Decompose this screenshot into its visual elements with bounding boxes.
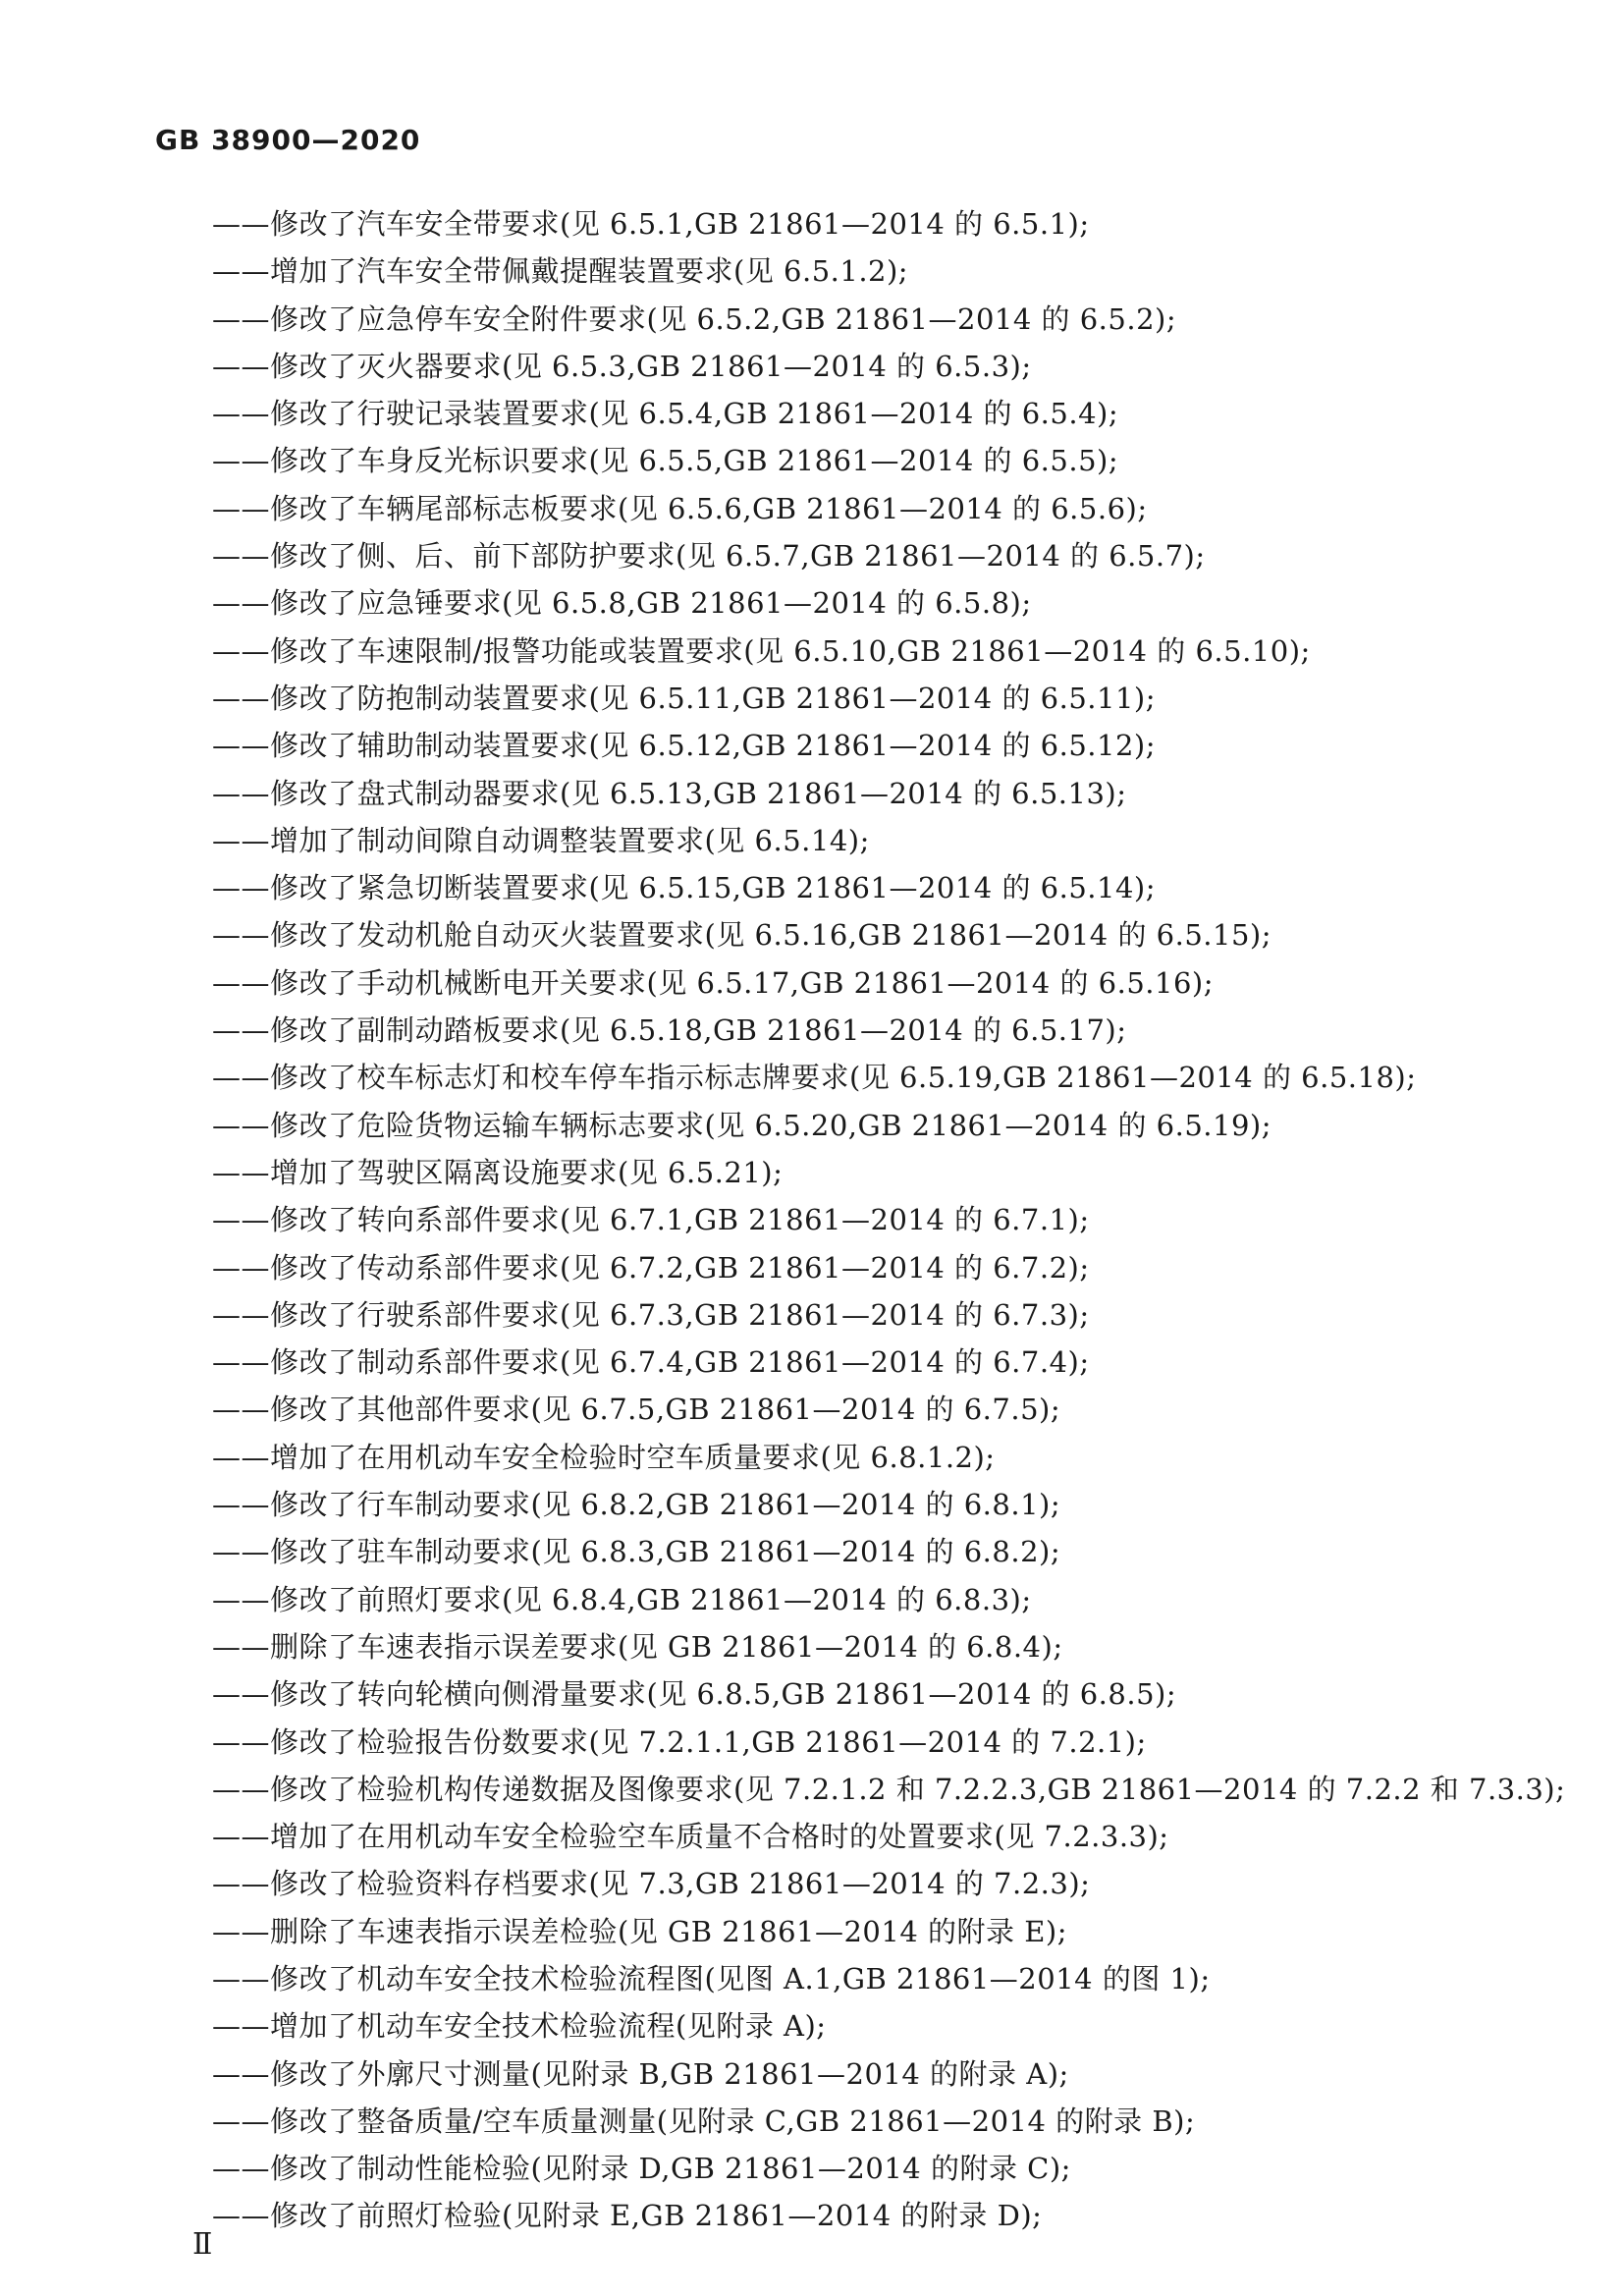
list-item: ——修改了辅助制动装置要求(见 6.5.12,GB 21861—2014 的 6.5.12);: [212, 729, 1157, 763]
list-item: ——修改了驻车制动要求(见 6.8.3,GB 21861—2014 的 6.8.2);: [212, 1535, 1061, 1569]
change-list: [212, 200, 1567, 2240]
list-item: ——修改了机动车安全技术检验流程图(见图 A.1,GB 21861—2014 的图 1);: [212, 1961, 1211, 1995]
list-item: ——删除了车速表指示误差检验(见 GB 21861—2014 的附录 E);: [212, 1914, 1067, 1948]
list-item: ——修改了副制动踏板要求(见 6.5.18,GB 21861—2014 的 6.5.17);: [212, 1013, 1127, 1048]
list-item: ——修改了检验机构传递数据及图像要求(见 7.2.1.2 和 7.2.2.3,GB 21861—2014 的 7.2.2 和 7.3.3);: [212, 1772, 1566, 1806]
list-item: ——修改了行驶系部件要求(见 6.7.3,GB 21861—2014 的 6.7.3);: [212, 1297, 1090, 1332]
list-item: ——修改了危险货物运输车辆标志要求(见 6.5.20,GB 21861—2014 的 6.5.19);: [212, 1108, 1272, 1142]
list-item: ——修改了防抱制动装置要求(见 6.5.11,GB 21861—2014 的 6.5.11);: [212, 681, 1157, 715]
page-number: Ⅱ: [192, 2227, 213, 2262]
list-item: ——修改了转向轮横向侧滑量要求(见 6.8.5,GB 21861—2014 的 6.8.5);: [212, 1677, 1177, 1712]
list-item: ——修改了整备质量/空车质量测量(见附录 C,GB 21861—2014 的附录 B);: [212, 2104, 1196, 2138]
list-item: ——删除了车速表指示误差要求(见 GB 21861—2014 的 6.8.4);: [212, 1629, 1063, 1664]
list-item: ——修改了手动机械断电开关要求(见 6.5.17,GB 21861—2014 的 6.5.16);: [212, 965, 1215, 1000]
list-item: ——修改了灭火器要求(见 6.5.3,GB 21861—2014 的 6.5.3);: [212, 349, 1032, 383]
list-item: ——修改了传动系部件要求(见 6.7.2,GB 21861—2014 的 6.7.2);: [212, 1250, 1090, 1285]
list-item: ——修改了车辆尾部标志板要求(见 6.5.6,GB 21861—2014 的 6.5.6);: [212, 491, 1148, 525]
list-item: ——修改了发动机舱自动灭火装置要求(见 6.5.16,GB 21861—2014 的 6.5.15);: [212, 918, 1272, 953]
list-item: ——修改了前照灯要求(见 6.8.4,GB 21861—2014 的 6.8.3);: [212, 1582, 1032, 1616]
list-item: ——修改了紧急切断装置要求(见 6.5.15,GB 21861—2014 的 6.5.14);: [212, 871, 1157, 905]
list-item: ——修改了前照灯检验(见附录 E,GB 21861—2014 的附录 D);: [212, 2199, 1043, 2233]
list-item: ——修改了制动性能检验(见附录 D,GB 21861—2014 的附录 C);: [212, 2152, 1071, 2186]
list-item: ——修改了盘式制动器要求(见 6.5.13,GB 21861—2014 的 6.5.13);: [212, 776, 1127, 810]
list-item: ——修改了其他部件要求(见 6.7.5,GB 21861—2014 的 6.7.5);: [212, 1393, 1061, 1427]
list-item: ——增加了在用机动车安全检验空车质量不合格时的处置要求(见 7.2.3.3);: [212, 1820, 1169, 1854]
list-item: ——修改了外廓尺寸测量(见附录 B,GB 21861—2014 的附录 A);: [212, 2056, 1069, 2091]
list-item: ——修改了汽车安全带要求(见 6.5.1,GB 21861—2014 的 6.5.1);: [212, 207, 1090, 241]
list-item: ——修改了车身反光标识要求(见 6.5.5,GB 21861—2014 的 6.5.5);: [212, 444, 1119, 478]
list-item: ——修改了应急锤要求(见 6.5.8,GB 21861—2014 的 6.5.8);: [212, 586, 1032, 621]
list-item: ——增加了机动车安全技术检验流程(见附录 A);: [212, 2009, 827, 2044]
list-item: ——修改了检验资料存档要求(见 7.3,GB 21861—2014 的 7.2.3);: [212, 1867, 1091, 1901]
list-item: ——修改了行驶记录装置要求(见 6.5.4,GB 21861—2014 的 6.5.4);: [212, 397, 1119, 431]
list-item: ——修改了制动系部件要求(见 6.7.4,GB 21861—2014 的 6.7.4);: [212, 1345, 1090, 1380]
list-item: ——增加了在用机动车安全检验时空车质量要求(见 6.8.1.2);: [212, 1440, 996, 1474]
list-item: ——修改了应急停车安全附件要求(见 6.5.2,GB 21861—2014 的 6.5.2);: [212, 301, 1177, 336]
list-item: ——增加了制动间隙自动调整装置要求(见 6.5.14);: [212, 823, 870, 857]
list-item: ——修改了校车标志灯和校车停车指示标志牌要求(见 6.5.19,GB 21861—2014 的 6.5.18);: [212, 1061, 1417, 1095]
list-item: ——修改了侧、后、前下部防护要求(见 6.5.7,GB 21861—2014 的 6.5.7);: [212, 539, 1206, 574]
standard-code-header: GB 38900—2020: [155, 124, 421, 156]
list-item: ——增加了驾驶区隔离设施要求(见 6.5.21);: [212, 1155, 784, 1189]
list-item: ——修改了行车制动要求(见 6.8.2,GB 21861—2014 的 6.8.1);: [212, 1488, 1061, 1522]
list-item: ——修改了检验报告份数要求(见 7.2.1.1,GB 21861—2014 的 7.2.1);: [212, 1724, 1147, 1759]
list-item: ——修改了转向系部件要求(见 6.7.1,GB 21861—2014 的 6.7.1);: [212, 1203, 1090, 1237]
list-item: ——修改了车速限制/报警功能或装置要求(见 6.5.10,GB 21861—2014 的 6.5.10);: [212, 633, 1311, 668]
list-item: ——增加了汽车安全带佩戴提醒装置要求(见 6.5.1.2);: [212, 254, 909, 289]
